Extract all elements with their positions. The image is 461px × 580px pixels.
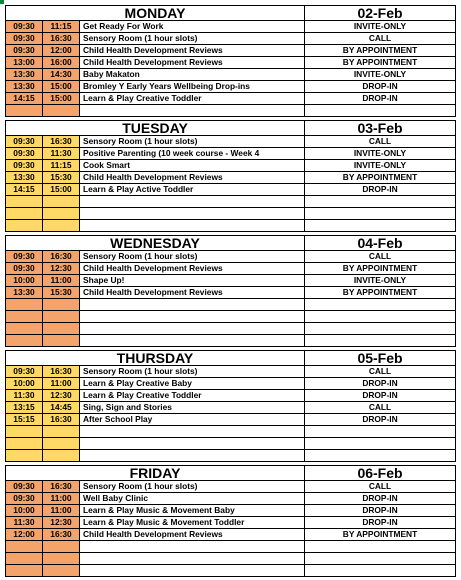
activity-cell[interactable] xyxy=(80,311,305,322)
weekly-schedule-sheet xyxy=(5,5,456,580)
activity-cell[interactable]: Child Health Development Reviews xyxy=(80,263,305,274)
end-time-cell[interactable]: 11:00 xyxy=(43,505,80,516)
end-time-cell[interactable]: 15:00 xyxy=(43,81,80,92)
table-row xyxy=(5,335,456,347)
start-time-cell[interactable]: 09:30 xyxy=(6,33,43,44)
table-row xyxy=(5,21,456,33)
start-time-cell[interactable]: 09:30 xyxy=(6,21,43,32)
end-time-cell[interactable]: 15:30 xyxy=(43,287,80,298)
access-cell[interactable]: INVITE-ONLY xyxy=(353,69,407,79)
table-row xyxy=(5,311,456,323)
activity-cell[interactable]: Baby Makaton xyxy=(80,69,305,80)
table-row xyxy=(5,481,456,493)
cell-selection-marker xyxy=(0,0,4,4)
start-time-cell[interactable]: 09:30 xyxy=(6,160,43,171)
start-time-cell[interactable] xyxy=(6,196,43,207)
start-time-cell[interactable]: 14:15 xyxy=(6,184,43,195)
end-time-cell[interactable]: 16:00 xyxy=(43,57,80,68)
day-date[interactable]: 05-Feb xyxy=(357,350,403,366)
activity-cell[interactable]: Shape Up! xyxy=(80,275,305,286)
start-time-cell[interactable] xyxy=(6,426,43,437)
table-row xyxy=(5,553,456,565)
access-cell[interactable]: DROP-IN xyxy=(362,378,398,388)
start-time-cell[interactable]: 12:00 xyxy=(6,529,43,540)
table-row xyxy=(5,208,456,220)
day-block-wednesday xyxy=(5,235,456,347)
start-time-cell[interactable] xyxy=(6,311,43,322)
end-time-cell[interactable] xyxy=(43,450,80,461)
access-cell[interactable] xyxy=(305,220,455,231)
access-cell[interactable] xyxy=(305,208,455,219)
table-row xyxy=(5,414,456,426)
access-cell[interactable]: BY APPOINTMENT xyxy=(342,172,418,182)
end-time-cell[interactable] xyxy=(43,311,80,322)
table-row xyxy=(5,81,456,93)
start-time-cell[interactable]: 09:30 xyxy=(6,263,43,274)
start-time-cell[interactable] xyxy=(6,541,43,552)
day-name[interactable]: THURSDAY xyxy=(6,351,305,365)
table-row xyxy=(5,541,456,553)
access-cell[interactable] xyxy=(305,541,455,552)
start-time-cell[interactable] xyxy=(6,553,43,564)
activity-cell[interactable] xyxy=(80,220,305,231)
activity-cell[interactable]: Cook Smart xyxy=(80,160,305,171)
end-time-cell[interactable]: 16:30 xyxy=(43,481,80,492)
access-cell[interactable]: DROP-IN xyxy=(362,390,398,400)
activity-cell[interactable] xyxy=(80,426,305,437)
end-time-cell[interactable]: 14:30 xyxy=(43,69,80,80)
day-block-monday xyxy=(5,5,456,117)
start-time-cell[interactable]: 11:30 xyxy=(6,390,43,401)
table-row xyxy=(5,196,456,208)
day-header xyxy=(5,350,456,366)
activity-cell[interactable]: Bromley Y Early Years Wellbeing Drop-ins xyxy=(80,81,305,92)
table-row xyxy=(5,426,456,438)
day-block-friday xyxy=(5,465,456,577)
access-cell[interactable]: DROP-IN xyxy=(362,184,398,194)
table-row xyxy=(5,299,456,311)
table-row xyxy=(5,275,456,287)
start-time-cell[interactable]: 13:30 xyxy=(6,81,43,92)
table-row xyxy=(5,390,456,402)
table-row xyxy=(5,378,456,390)
access-cell[interactable]: DROP-IN xyxy=(362,414,398,424)
end-time-cell[interactable]: 15:00 xyxy=(43,93,80,104)
start-time-cell[interactable] xyxy=(6,105,43,116)
access-cell[interactable] xyxy=(305,299,455,310)
end-time-cell[interactable]: 11:15 xyxy=(43,21,80,32)
access-cell[interactable]: BY APPOINTMENT xyxy=(342,57,418,67)
end-time-cell[interactable]: 16:30 xyxy=(43,33,80,44)
start-time-cell[interactable] xyxy=(6,208,43,219)
table-row xyxy=(5,517,456,529)
activity-cell[interactable]: Child Health Development Reviews xyxy=(80,529,305,540)
access-cell[interactable]: INVITE-ONLY xyxy=(353,148,407,158)
access-cell[interactable]: BY APPOINTMENT xyxy=(342,287,418,297)
activity-cell[interactable]: Learn & Play Creative Toddler xyxy=(80,93,305,104)
day-header xyxy=(5,120,456,136)
activity-cell[interactable]: After School Play xyxy=(80,414,305,425)
start-time-cell[interactable]: 13:30 xyxy=(6,69,43,80)
day-block-thursday xyxy=(5,350,456,462)
activity-cell[interactable] xyxy=(80,299,305,310)
end-time-cell[interactable] xyxy=(43,323,80,334)
access-cell[interactable]: DROP-IN xyxy=(362,505,398,515)
day-name[interactable]: WEDNESDAY xyxy=(6,236,305,250)
activity-cell[interactable]: Sensory Room (1 hour slots) xyxy=(80,366,305,377)
end-time-cell[interactable]: 15:30 xyxy=(43,172,80,183)
day-name[interactable]: MONDAY xyxy=(6,6,305,20)
access-cell[interactable] xyxy=(305,438,455,449)
table-row xyxy=(5,184,456,196)
end-time-cell[interactable]: 11:00 xyxy=(43,275,80,286)
activity-cell[interactable]: Child Health Development Reviews xyxy=(80,45,305,56)
table-row xyxy=(5,57,456,69)
table-row xyxy=(5,402,456,414)
access-cell[interactable]: DROP-IN xyxy=(362,517,398,527)
day-header xyxy=(5,465,456,481)
table-row xyxy=(5,148,456,160)
activity-cell[interactable] xyxy=(80,323,305,334)
start-time-cell[interactable]: 11:30 xyxy=(6,517,43,528)
end-time-cell[interactable] xyxy=(43,299,80,310)
access-cell[interactable] xyxy=(305,105,455,116)
table-row xyxy=(5,69,456,81)
table-row xyxy=(5,136,456,148)
activity-cell[interactable]: Learn & Play Creative Baby xyxy=(80,378,305,389)
end-time-cell[interactable] xyxy=(43,196,80,207)
activity-cell[interactable]: Sensory Room (1 hour slots) xyxy=(80,251,305,262)
start-time-cell[interactable]: 10:00 xyxy=(6,505,43,516)
start-time-cell[interactable]: 09:30 xyxy=(6,366,43,377)
activity-cell[interactable] xyxy=(80,541,305,552)
start-time-cell[interactable] xyxy=(6,299,43,310)
end-time-cell[interactable]: 12:30 xyxy=(43,390,80,401)
access-cell[interactable]: DROP-IN xyxy=(362,493,398,503)
start-time-cell[interactable] xyxy=(6,220,43,231)
day-block-tuesday xyxy=(5,120,456,232)
table-row xyxy=(5,438,456,450)
activity-cell[interactable]: Child Health Development Reviews xyxy=(80,287,305,298)
access-cell[interactable]: CALL xyxy=(368,402,392,412)
activity-cell[interactable]: Positive Parenting (10 week course - Week 4 xyxy=(80,148,305,159)
access-cell[interactable]: CALL xyxy=(368,481,392,491)
access-cell[interactable]: BY APPOINTMENT xyxy=(342,529,418,539)
end-time-cell[interactable] xyxy=(43,438,80,449)
activity-cell[interactable]: Child Health Development Reviews xyxy=(80,57,305,68)
end-time-cell[interactable] xyxy=(43,541,80,552)
access-cell[interactable] xyxy=(305,335,455,346)
access-cell[interactable]: DROP-IN xyxy=(362,93,398,103)
activity-cell[interactable] xyxy=(80,208,305,219)
activity-cell[interactable]: Get Ready For Work xyxy=(80,21,305,32)
day-name[interactable]: TUESDAY xyxy=(6,121,305,135)
table-row xyxy=(5,45,456,57)
activity-cell[interactable] xyxy=(80,196,305,207)
access-cell[interactable]: CALL xyxy=(368,33,392,43)
access-cell[interactable]: INVITE-ONLY xyxy=(353,275,407,285)
access-cell[interactable] xyxy=(305,323,455,334)
start-time-cell[interactable]: 09:30 xyxy=(6,136,43,147)
start-time-cell[interactable]: 09:30 xyxy=(6,481,43,492)
activity-cell[interactable]: Learn & Play Music & Movement Toddler xyxy=(80,517,305,528)
end-time-cell[interactable] xyxy=(43,553,80,564)
day-header xyxy=(5,5,456,21)
start-time-cell[interactable]: 10:00 xyxy=(6,275,43,286)
table-row xyxy=(5,529,456,541)
activity-cell[interactable]: Learn & Play Active Toddler xyxy=(80,184,305,195)
table-row xyxy=(5,565,456,577)
access-cell[interactable] xyxy=(305,311,455,322)
table-row xyxy=(5,323,456,335)
end-time-cell[interactable]: 12:00 xyxy=(43,45,80,56)
day-name[interactable]: FRIDAY xyxy=(6,466,305,480)
table-row xyxy=(5,105,456,117)
table-row xyxy=(5,287,456,299)
day-header xyxy=(5,235,456,251)
end-time-cell[interactable]: 16:30 xyxy=(43,414,80,425)
start-time-cell[interactable]: 13:30 xyxy=(6,172,43,183)
end-time-cell[interactable]: 16:30 xyxy=(43,529,80,540)
table-row xyxy=(5,33,456,45)
start-time-cell[interactable]: 10:00 xyxy=(6,378,43,389)
activity-cell[interactable] xyxy=(80,105,305,116)
table-row xyxy=(5,450,456,462)
access-cell[interactable]: CALL xyxy=(368,366,392,376)
activity-cell[interactable]: Child Health Development Reviews xyxy=(80,172,305,183)
access-cell[interactable]: BY APPOINTMENT xyxy=(342,263,418,273)
access-cell[interactable]: CALL xyxy=(368,251,392,261)
activity-cell[interactable] xyxy=(80,335,305,346)
table-row xyxy=(5,172,456,184)
day-date[interactable]: 02-Feb xyxy=(357,5,403,21)
activity-cell[interactable] xyxy=(80,438,305,449)
access-cell[interactable]: DROP-IN xyxy=(362,81,398,91)
end-time-cell[interactable]: 11:00 xyxy=(43,493,80,504)
end-time-cell[interactable] xyxy=(43,208,80,219)
start-time-cell[interactable]: 13:30 xyxy=(6,287,43,298)
end-time-cell[interactable]: 16:30 xyxy=(43,251,80,262)
activity-cell[interactable]: Learn & Play Creative Toddler xyxy=(80,390,305,401)
access-cell[interactable]: INVITE-ONLY xyxy=(353,160,407,170)
activity-cell[interactable]: Sensory Room (1 hour slots) xyxy=(80,136,305,147)
end-time-cell[interactable]: 16:30 xyxy=(43,136,80,147)
access-cell[interactable]: CALL xyxy=(368,136,392,146)
start-time-cell[interactable]: 09:30 xyxy=(6,251,43,262)
end-time-cell[interactable]: 16:30 xyxy=(43,366,80,377)
table-row xyxy=(5,263,456,275)
start-time-cell[interactable] xyxy=(6,450,43,461)
access-cell[interactable]: BY APPOINTMENT xyxy=(342,45,418,55)
table-row xyxy=(5,93,456,105)
activity-cell[interactable]: Sensory Room (1 hour slots) xyxy=(80,481,305,492)
start-time-cell[interactable]: 15:15 xyxy=(6,414,43,425)
access-cell[interactable] xyxy=(305,196,455,207)
access-cell[interactable] xyxy=(305,426,455,437)
table-row xyxy=(5,505,456,517)
day-date[interactable]: 04-Feb xyxy=(357,235,403,251)
end-time-cell[interactable]: 12:30 xyxy=(43,517,80,528)
start-time-cell[interactable]: 09:30 xyxy=(6,493,43,504)
end-time-cell[interactable]: 11:15 xyxy=(43,160,80,171)
end-time-cell[interactable]: 15:00 xyxy=(43,184,80,195)
start-time-cell[interactable] xyxy=(6,335,43,346)
activity-cell[interactable] xyxy=(80,553,305,564)
end-time-cell[interactable]: 11:30 xyxy=(43,148,80,159)
access-cell[interactable] xyxy=(305,450,455,461)
start-time-cell[interactable]: 13:15 xyxy=(6,402,43,413)
table-row xyxy=(5,160,456,172)
start-time-cell[interactable]: 13:00 xyxy=(6,57,43,68)
end-time-cell[interactable] xyxy=(43,105,80,116)
access-cell[interactable] xyxy=(305,553,455,564)
activity-cell[interactable]: Learn & Play Music & Movement Baby xyxy=(80,505,305,516)
day-date[interactable]: 03-Feb xyxy=(357,120,403,136)
start-time-cell[interactable]: 09:30 xyxy=(6,45,43,56)
activity-cell[interactable]: Sing, Sign and Stories xyxy=(80,402,305,413)
table-row xyxy=(5,251,456,263)
start-time-cell[interactable] xyxy=(6,323,43,334)
end-time-cell[interactable] xyxy=(43,220,80,231)
start-time-cell[interactable]: 09:30 xyxy=(6,148,43,159)
access-cell[interactable]: INVITE-ONLY xyxy=(353,21,407,31)
end-time-cell[interactable] xyxy=(43,335,80,346)
activity-cell[interactable]: Well Baby Clinic xyxy=(80,493,305,504)
activity-cell[interactable] xyxy=(80,450,305,461)
end-time-cell[interactable]: 11:00 xyxy=(43,378,80,389)
table-row xyxy=(5,366,456,378)
day-date[interactable]: 06-Feb xyxy=(357,465,403,481)
table-row xyxy=(5,493,456,505)
end-time-cell[interactable]: 12:30 xyxy=(43,263,80,274)
table-row xyxy=(5,220,456,232)
start-time-cell[interactable] xyxy=(6,438,43,449)
end-time-cell[interactable]: 14:45 xyxy=(43,402,80,413)
end-time-cell[interactable] xyxy=(43,426,80,437)
activity-cell[interactable]: Sensory Room (1 hour slots) xyxy=(80,33,305,44)
start-time-cell[interactable]: 14:15 xyxy=(6,93,43,104)
